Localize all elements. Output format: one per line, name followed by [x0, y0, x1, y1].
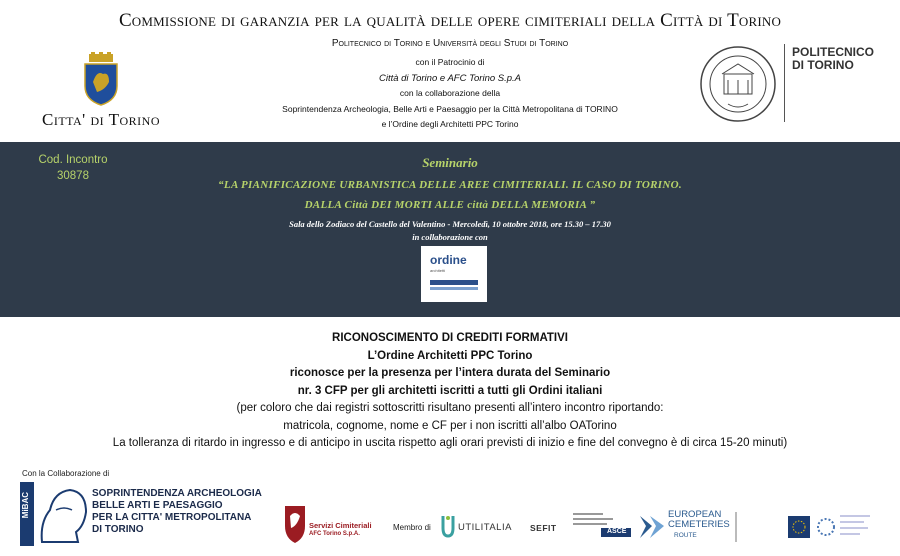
ecr-line2: CEMETERIES — [668, 519, 730, 530]
ecr-line1: EUROPEAN — [668, 509, 722, 520]
seminar-type: Seminario — [422, 155, 478, 170]
politecnico-logo — [698, 44, 878, 124]
patronage-label: con il Patrocinio di — [415, 57, 485, 67]
credits-heading: RICONOSCIMENTO DI CREDITI FORMATIVI — [332, 332, 568, 344]
credits-section — [0, 330, 900, 453]
code-value: 30878 — [57, 170, 89, 182]
collab-label: Con la Collaborazione di — [22, 469, 110, 478]
cultural-route-icon — [734, 512, 738, 542]
footer-logos — [0, 462, 900, 556]
politecnico-name-line2: DI TORINO — [792, 58, 854, 72]
european-cemeteries-route-logo — [638, 510, 733, 546]
mibac-text: MiBAC — [21, 492, 30, 519]
servizi-name: Servizi Cimiteriali — [309, 521, 372, 530]
ordine-logo-text: ordine — [430, 253, 467, 267]
mibac-logo — [20, 482, 95, 546]
utilitalia-icon — [440, 514, 456, 538]
sopr-line4: DI TORINO — [92, 524, 144, 535]
servizi-sub: AFC Torino S.p.A. — [309, 531, 360, 537]
politecnico-name — [792, 46, 874, 72]
credits-line1: riconosce per la presenza per l’intera durata del Seminario — [289, 367, 611, 379]
asce-text: ASCE — [607, 528, 627, 535]
ordine-logo-sub: architetti — [430, 268, 446, 273]
logo-divider — [784, 44, 785, 122]
sefit-logo: SEFIT — [530, 523, 557, 533]
institute-icon — [840, 512, 870, 540]
ordine-logo-bar — [430, 280, 478, 285]
seminar-title-line1: “LA PIANIFICAZIONE URBANISTICA DELLE AREE CIMITERIALI. IL CASO DI TORINO. — [218, 179, 682, 191]
servizi-crest-icon — [283, 502, 307, 544]
politecnico-name-line1: POLITECNICO — [792, 45, 875, 59]
ordine-line: e l’Ordine degli Architetti PPC Torino — [381, 119, 519, 129]
utilitalia-name: UTILITALIA — [458, 522, 512, 533]
torino-logo-name: Citta' di Torino — [41, 110, 160, 129]
stars-circle-icon — [814, 515, 838, 539]
sopr-line1: SOPRINTENDENZA ARCHEOLOGIA — [92, 488, 262, 499]
page-title: Commissione di garanzia per la qualità delle opere cimiteriali della Città di Torino — [118, 10, 782, 31]
ecr-swoosh-icon — [638, 512, 668, 542]
credits-line2: nr. 3 CFP per gli architetti iscritti a tutti gli Ordini italiani — [297, 384, 603, 397]
torino-crest-icon — [81, 52, 121, 106]
citta-di-torino-logo — [26, 52, 176, 132]
collaboration-label: con la collaborazione della — [399, 88, 501, 98]
patrons: Città di Torino e AFC Torino S.p.A — [378, 72, 522, 84]
soprintendenza-line: Soprintendenza Archeologia, Belle Arti e Paesaggio per la Città Metropolitana di TORINO — [282, 103, 618, 114]
ecr-name — [668, 510, 730, 530]
credits-line4: matricola, cognome, nome e CF per i non iscritti all’albo OATorino — [283, 419, 617, 432]
ecr-route: ROUTE — [674, 532, 697, 539]
credits-org: L’Ordine Architetti PPC Torino — [367, 349, 533, 362]
membro-label: Membro di — [393, 523, 431, 532]
credits-line3: (per coloro che dai registri sottoscritti risultano presenti all’intero incontro riportando: — [236, 402, 664, 414]
in-collab-label: in collaborazione con — [412, 232, 488, 242]
coe-flag-icon — [788, 516, 810, 538]
credits-line5: La tolleranza di ritardo in ingresso e di anticipo in uscita rispetto agli orari previsti di inizio e fine del convegno è di circa 15-20 minuti) — [112, 437, 788, 449]
organizers: Politecnico di Torino e Università degli Studi di Torino — [331, 38, 569, 49]
council-of-europe-logos — [734, 510, 899, 546]
sopr-line3: PER LA CITTA' METROPOLITANA — [92, 512, 252, 523]
seminar-title-line2: DALLA Città DEI MORTI ALLE città DELLA MEMORIA ” — [304, 199, 596, 211]
seminar-band — [0, 142, 900, 317]
code-label: Cod. Incontro — [38, 154, 108, 166]
header — [0, 0, 900, 142]
seminar-venue: Sala dello Zodiaco del Castello del Valentino - Mercoledì, 10 ottobre 2018, ore 15.30 – 17.30 — [289, 219, 611, 229]
asce-logo — [573, 510, 633, 538]
ordine-architetti-logo — [421, 246, 487, 302]
soprintendenza-logo-text — [92, 488, 262, 536]
sopr-line2: BELLE ARTI E PAESAGGIO — [92, 500, 223, 511]
politecnico-seal-icon — [698, 44, 778, 124]
ordine-logo-bar-light — [430, 287, 478, 290]
